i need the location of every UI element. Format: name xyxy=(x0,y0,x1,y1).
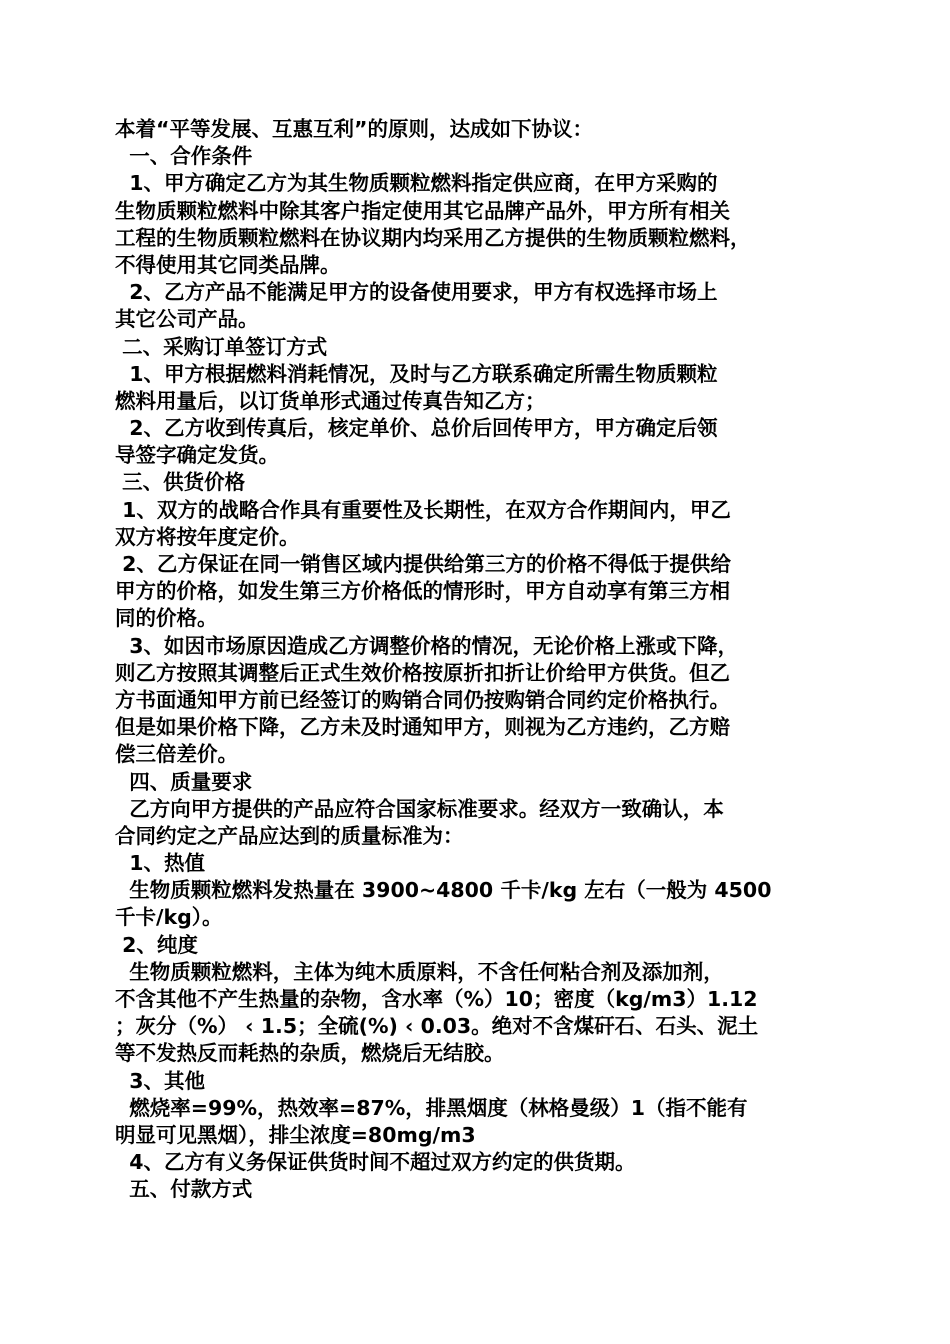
text-line: 1、甲方确定乙方为其生物质颗粒燃料指定供应商，在甲方采购的 xyxy=(115,171,718,196)
text-line: 燃烧率=99%，热效率=87%，排黑烟度（林格曼级）1（指不能有 xyxy=(115,1095,748,1120)
text-line: 但是如果价格下降，乙方未及时通知甲方，则视为乙方违约，乙方赔 xyxy=(115,715,730,740)
text-line: 偿三倍差价。 xyxy=(115,742,238,767)
text-line: 1、甲方根据燃料消耗情况，及时与乙方联系确定所需生物质颗粒 xyxy=(115,361,718,386)
text-line: 本着“平等发展、互惠互利”的原则，达成如下协议： xyxy=(115,117,593,141)
section-heading: 一、合作条件 xyxy=(115,144,253,169)
text-line: 生物质颗粒燃料，主体为纯木质原料，不含任何粘合剂及添加剂， xyxy=(115,959,724,984)
text-line: 生物质颗粒燃料发热量在 3900~4800 千卡/kg 左右（一般为 4500 xyxy=(115,878,772,903)
text-line: 2、乙方产品不能满足甲方的设备使用要求，甲方有权选择市场上 xyxy=(115,280,718,305)
subsection-heading: 1、热值 xyxy=(115,851,206,876)
text-line: 甲方的价格，如发生第三方价格低的情形时，甲方自动享有第三方相 xyxy=(115,579,730,604)
text-line: 等不发热反而耗热的杂质，燃烧后无结胶。 xyxy=(115,1041,505,1066)
text-line: 双方将按年度定价。 xyxy=(115,524,300,549)
text-line: 生物质颗粒燃料中除其客户指定使用其它品牌产品外，甲方所有相关 xyxy=(115,198,730,223)
section-heading: 四、质量要求 xyxy=(115,769,253,794)
text-line: 2、乙方保证在同一销售区域内提供给第三方的价格不得低于提供给 xyxy=(115,552,731,576)
contract-page xyxy=(115,116,845,1204)
text-line: ；灰分（%） ‹ 1.5；全硫(%) ‹ 0.03。绝对不含煤矸石、石头、泥土 xyxy=(115,1014,759,1039)
section-heading: 五、付款方式 xyxy=(115,1177,253,1202)
text-line: 导签字确定发货。 xyxy=(115,443,279,468)
section-heading: 三、供货价格 xyxy=(115,470,246,495)
text-line: 不含其他不产生热量的杂物，含水率（%）10；密度（kg/m3）1.12 xyxy=(115,987,758,1011)
text-line: 其它公司产品。 xyxy=(115,307,259,332)
text-line: 合同约定之产品应达到的质量标准为： xyxy=(115,823,464,848)
section-heading: 二、采购订单签订方式 xyxy=(115,334,328,359)
text-line: 明显可见黑烟），排尘浓度=80mg/m3 xyxy=(115,1122,476,1147)
subsection-heading: 2、纯度 xyxy=(115,932,198,957)
subsection-heading: 3、其他 xyxy=(115,1068,206,1093)
text-line: 1、双方的战略合作具有重要性及长期性，在双方合作期间内，甲乙 xyxy=(115,497,731,522)
text-line: 燃料用量后，以订货单形式通过传真告知乙方； xyxy=(115,388,546,413)
text-line: 不得使用其它同类品牌。 xyxy=(115,252,341,277)
text-line: 则乙方按照其调整后正式生效价格按原折扣折让价给甲方供货。但乙 xyxy=(115,660,730,685)
text-line: 工程的生物质颗粒燃料在协议期内均采用乙方提供的生物质颗粒燃料， xyxy=(115,225,751,250)
text-line: 3、如因市场原因造成乙方调整价格的情况，无论价格上涨或下降， xyxy=(115,633,739,658)
text-line: 千卡/kg）。 xyxy=(115,905,223,930)
text-line: 乙方向甲方提供的产品应符合国家标准要求。经双方一致确认，本 xyxy=(115,796,724,821)
text-line: 方书面通知甲方前已经签订的购销合同仍按购销合同约定价格执行。 xyxy=(115,687,730,712)
text-line: 同的价格。 xyxy=(115,606,218,631)
text-line: 2、乙方收到传真后，核定单价、总价后回传甲方，甲方确定后领 xyxy=(115,416,718,441)
text-line: 4、乙方有义务保证供货时间不超过双方约定的供货期。 xyxy=(115,1150,636,1175)
